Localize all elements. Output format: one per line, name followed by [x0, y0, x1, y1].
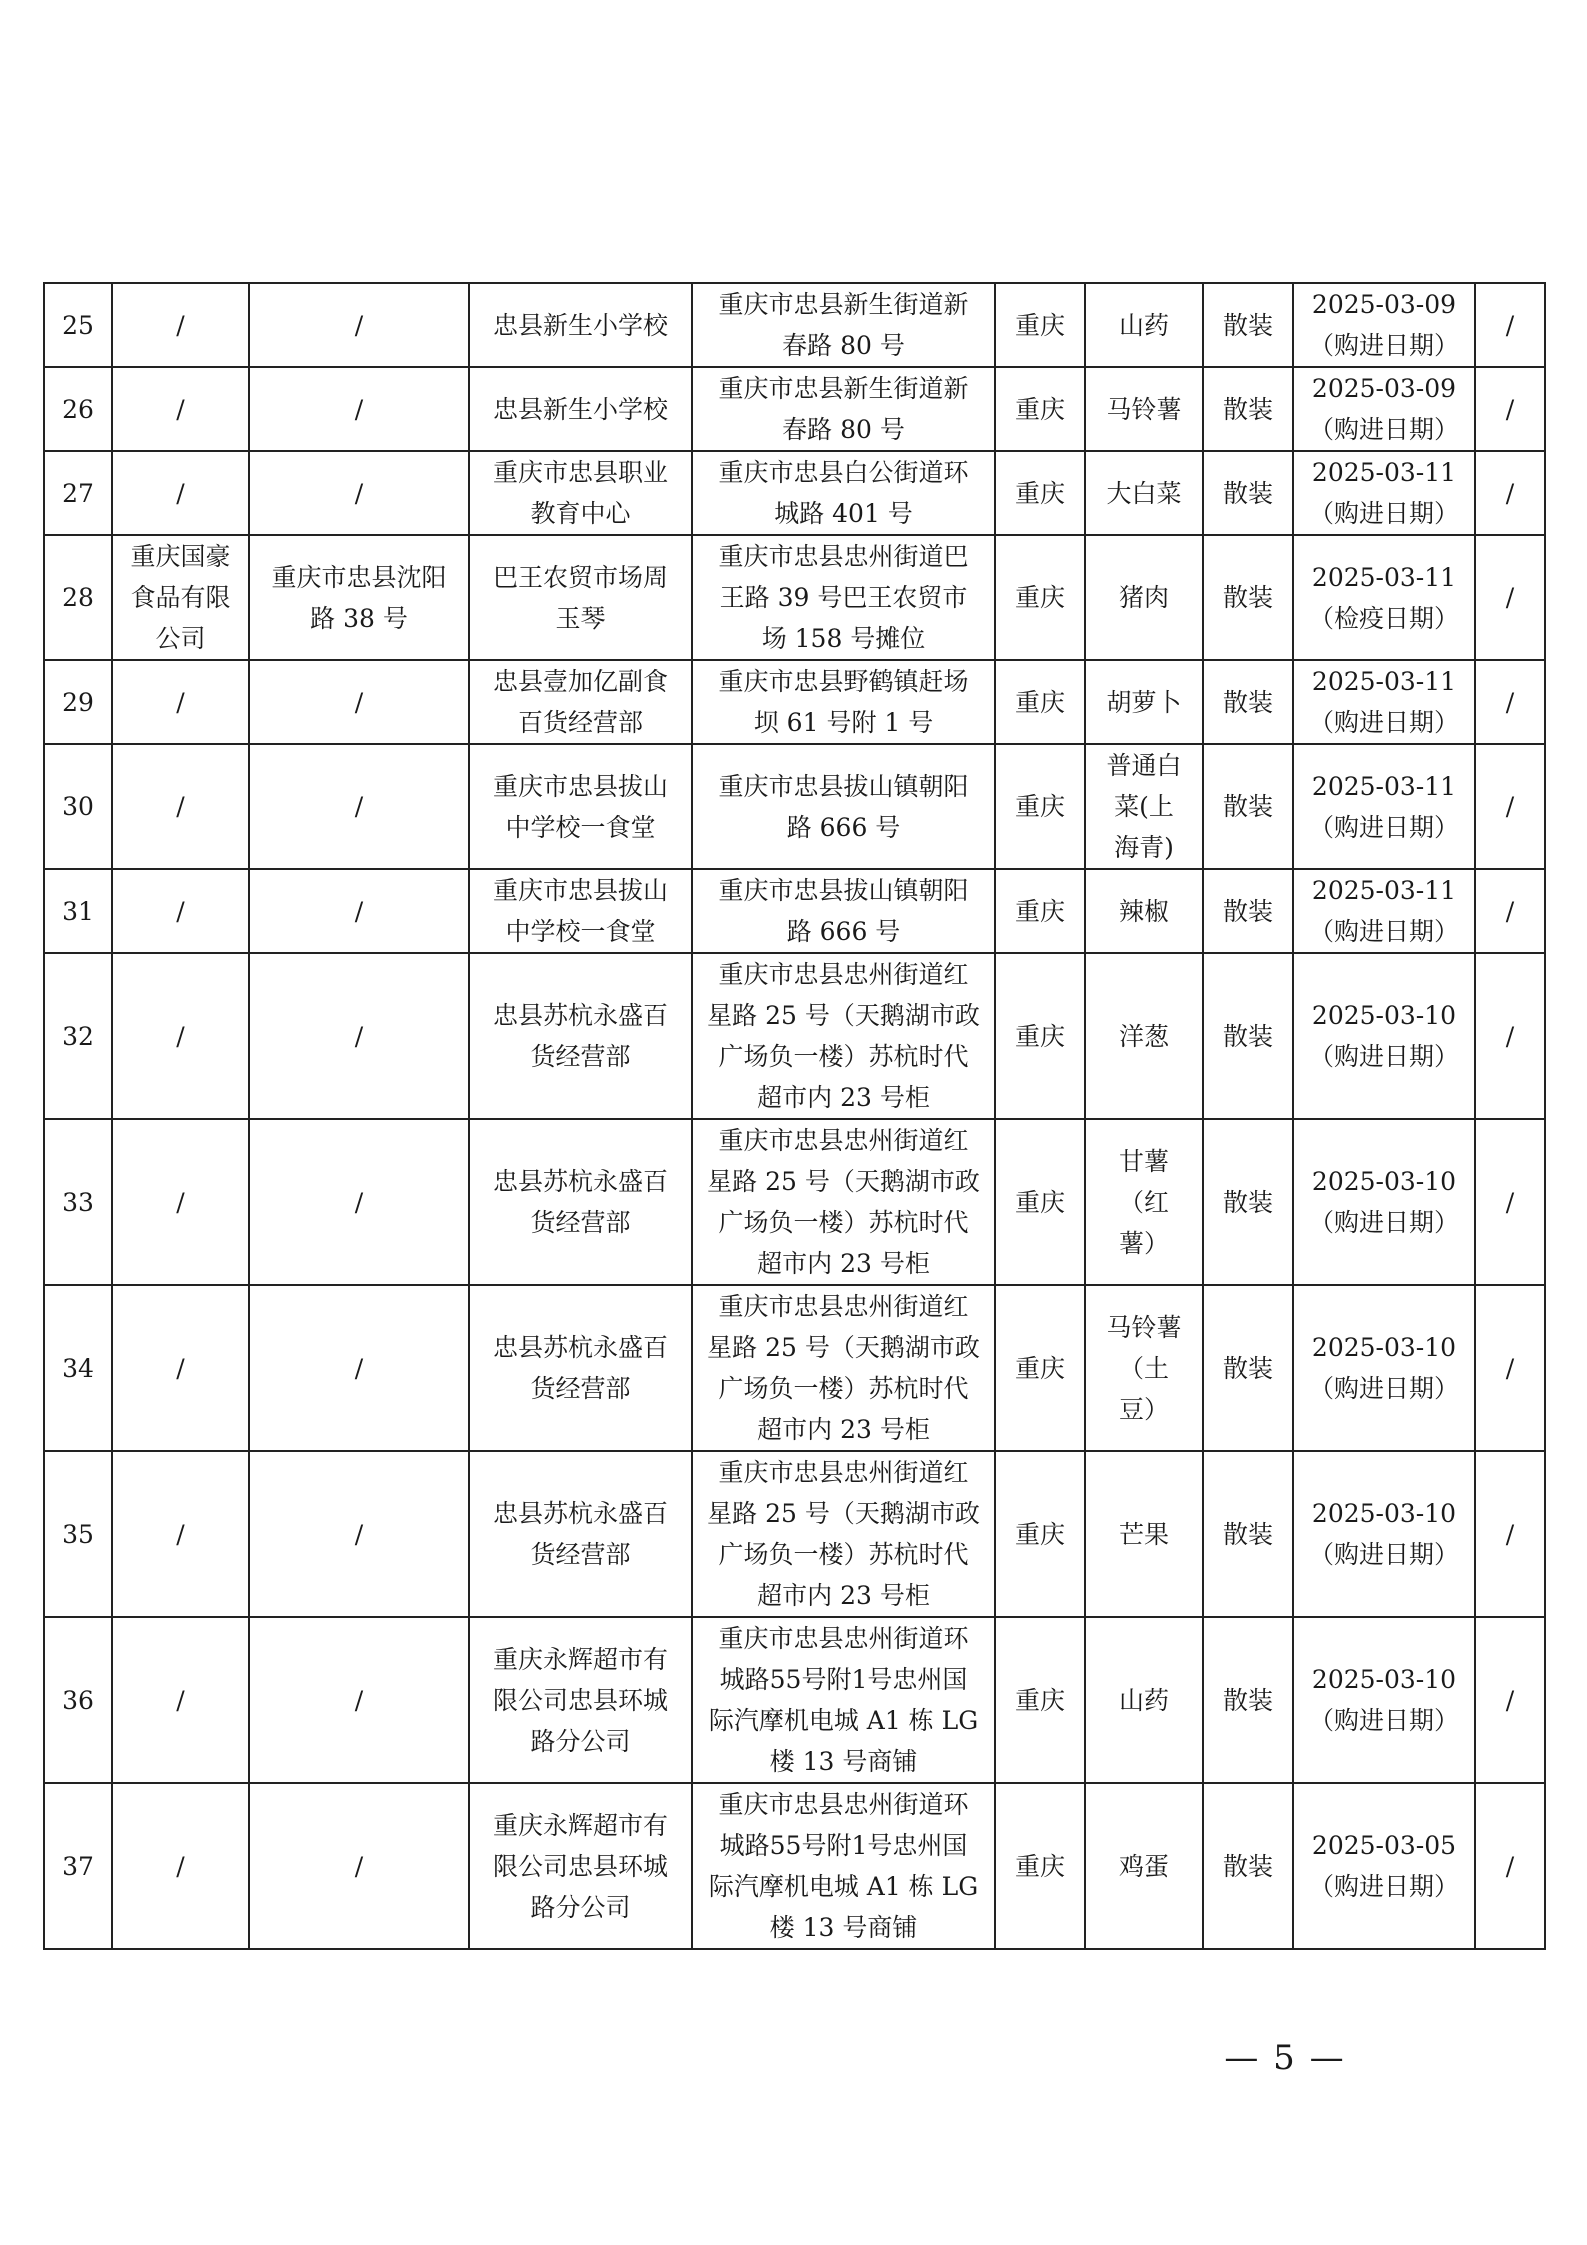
cell-seller-name: 忠县苏杭永盛百 货经营部 [469, 1119, 692, 1285]
cell-producer-address: / [249, 1451, 469, 1617]
cell-seller-address: 重庆市忠县野鹤镇赶场 坝 61 号附 1 号 [692, 660, 995, 744]
cell-seller-name: 重庆市忠县拔山 中学校一食堂 [469, 744, 692, 869]
cell-seller-address: 重庆市忠县忠州街道环 城路55号附1号忠州国 际汽摩机电城 A1 栋 LG 楼 13 号商铺 [692, 1783, 995, 1949]
cell-row-number: 31 [44, 869, 112, 953]
cell-origin: 重庆 [995, 283, 1085, 367]
table-row [44, 451, 1545, 535]
cell-origin: 重庆 [995, 1617, 1085, 1783]
cell-producer-address: / [249, 451, 469, 535]
table-row [44, 1783, 1545, 1949]
cell-origin: 重庆 [995, 660, 1085, 744]
cell-producer-name: / [112, 869, 249, 953]
cell-origin: 重庆 [995, 367, 1085, 451]
cell-date: 2025-03-10 （购进日期） [1293, 1617, 1475, 1783]
table-row [44, 283, 1545, 367]
cell-producer-name: / [112, 1783, 249, 1949]
cell-remark: / [1475, 1617, 1545, 1783]
cell-date: 2025-03-11 （购进日期） [1293, 744, 1475, 869]
cell-producer-name: / [112, 451, 249, 535]
cell-remark: / [1475, 953, 1545, 1119]
cell-seller-address: 重庆市忠县忠州街道红 星路 25 号（天鹅湖市政 广场负一楼）苏杭时代 超市内 23 号柜 [692, 1451, 995, 1617]
cell-row-number: 27 [44, 451, 112, 535]
cell-date: 2025-03-10 （购进日期） [1293, 1119, 1475, 1285]
table-row [44, 1451, 1545, 1617]
cell-remark: / [1475, 1451, 1545, 1617]
sampling-results-table [43, 282, 1546, 1950]
table-row [44, 1285, 1545, 1451]
cell-origin: 重庆 [995, 953, 1085, 1119]
table-body [44, 283, 1545, 1949]
cell-remark: / [1475, 283, 1545, 367]
cell-seller-name: 重庆市忠县拔山 中学校一食堂 [469, 869, 692, 953]
cell-seller-address: 重庆市忠县新生街道新 春路 80 号 [692, 283, 995, 367]
cell-seller-address: 重庆市忠县忠州街道巴 王路 39 号巴王农贸市 场 158 号摊位 [692, 535, 995, 660]
cell-remark: / [1475, 535, 1545, 660]
cell-origin: 重庆 [995, 1451, 1085, 1617]
cell-producer-address: / [249, 953, 469, 1119]
cell-specification: 散装 [1203, 660, 1293, 744]
cell-producer-address: / [249, 869, 469, 953]
cell-producer-address: / [249, 1617, 469, 1783]
cell-producer-name: / [112, 953, 249, 1119]
cell-food-name: 猪肉 [1085, 535, 1203, 660]
cell-producer-address: / [249, 1119, 469, 1285]
cell-seller-name: 忠县苏杭永盛百 货经营部 [469, 953, 692, 1119]
cell-remark: / [1475, 1119, 1545, 1285]
cell-seller-address: 重庆市忠县忠州街道红 星路 25 号（天鹅湖市政 广场负一楼）苏杭时代 超市内 23 号柜 [692, 953, 995, 1119]
cell-producer-name: / [112, 283, 249, 367]
cell-seller-address: 重庆市忠县拔山镇朝阳 路 666 号 [692, 744, 995, 869]
table-row [44, 535, 1545, 660]
cell-seller-address: 重庆市忠县白公街道环 城路 401 号 [692, 451, 995, 535]
cell-seller-name: 重庆永辉超市有 限公司忠县环城 路分公司 [469, 1783, 692, 1949]
cell-row-number: 35 [44, 1451, 112, 1617]
cell-specification: 散装 [1203, 869, 1293, 953]
cell-food-name: 山药 [1085, 283, 1203, 367]
cell-producer-name: / [112, 1617, 249, 1783]
cell-remark: / [1475, 869, 1545, 953]
cell-row-number: 33 [44, 1119, 112, 1285]
cell-origin: 重庆 [995, 1119, 1085, 1285]
cell-seller-name: 忠县新生小学校 [469, 367, 692, 451]
cell-date: 2025-03-09 （购进日期） [1293, 367, 1475, 451]
cell-row-number: 36 [44, 1617, 112, 1783]
cell-seller-address: 重庆市忠县忠州街道红 星路 25 号（天鹅湖市政 广场负一楼）苏杭时代 超市内 23 号柜 [692, 1285, 995, 1451]
cell-specification: 散装 [1203, 1617, 1293, 1783]
cell-specification: 散装 [1203, 367, 1293, 451]
cell-row-number: 37 [44, 1783, 112, 1949]
cell-remark: / [1475, 660, 1545, 744]
cell-producer-address: / [249, 660, 469, 744]
cell-origin: 重庆 [995, 1285, 1085, 1451]
cell-producer-address: / [249, 283, 469, 367]
cell-food-name: 辣椒 [1085, 869, 1203, 953]
cell-date: 2025-03-11 （检疫日期） [1293, 535, 1475, 660]
cell-seller-name: 重庆永辉超市有 限公司忠县环城 路分公司 [469, 1617, 692, 1783]
cell-specification: 散装 [1203, 451, 1293, 535]
cell-origin: 重庆 [995, 535, 1085, 660]
cell-food-name: 大白菜 [1085, 451, 1203, 535]
cell-producer-name: / [112, 1451, 249, 1617]
cell-origin: 重庆 [995, 744, 1085, 869]
page-number: — 5 — [1224, 2038, 1346, 2078]
cell-seller-address: 重庆市忠县拔山镇朝阳 路 666 号 [692, 869, 995, 953]
cell-food-name: 芒果 [1085, 1451, 1203, 1617]
cell-seller-address: 重庆市忠县忠州街道红 星路 25 号（天鹅湖市政 广场负一楼）苏杭时代 超市内 23 号柜 [692, 1119, 995, 1285]
cell-seller-address: 重庆市忠县新生街道新 春路 80 号 [692, 367, 995, 451]
cell-specification: 散装 [1203, 283, 1293, 367]
cell-producer-address: / [249, 744, 469, 869]
cell-row-number: 29 [44, 660, 112, 744]
table-row [44, 660, 1545, 744]
table-row [44, 367, 1545, 451]
cell-seller-name: 忠县壹加亿副食 百货经营部 [469, 660, 692, 744]
table-row [44, 1617, 1545, 1783]
cell-date: 2025-03-10 （购进日期） [1293, 1285, 1475, 1451]
cell-producer-name: 重庆国豪 食品有限 公司 [112, 535, 249, 660]
cell-food-name: 马铃薯 （土 豆） [1085, 1285, 1203, 1451]
cell-specification: 散装 [1203, 1451, 1293, 1617]
cell-specification: 散装 [1203, 1285, 1293, 1451]
cell-specification: 散装 [1203, 1119, 1293, 1285]
cell-date: 2025-03-11 （购进日期） [1293, 660, 1475, 744]
cell-remark: / [1475, 367, 1545, 451]
cell-food-name: 洋葱 [1085, 953, 1203, 1119]
cell-producer-address: 重庆市忠县沈阳 路 38 号 [249, 535, 469, 660]
cell-row-number: 25 [44, 283, 112, 367]
cell-food-name: 鸡蛋 [1085, 1783, 1203, 1949]
cell-producer-name: / [112, 744, 249, 869]
cell-producer-name: / [112, 367, 249, 451]
cell-seller-address: 重庆市忠县忠州街道环 城路55号附1号忠州国 际汽摩机电城 A1 栋 LG 楼 13 号商铺 [692, 1617, 995, 1783]
cell-food-name: 山药 [1085, 1617, 1203, 1783]
cell-seller-name: 巴王农贸市场周 玉琴 [469, 535, 692, 660]
cell-origin: 重庆 [995, 1783, 1085, 1949]
cell-date: 2025-03-11 （购进日期） [1293, 451, 1475, 535]
cell-remark: / [1475, 744, 1545, 869]
cell-row-number: 32 [44, 953, 112, 1119]
cell-origin: 重庆 [995, 869, 1085, 953]
cell-seller-name: 忠县苏杭永盛百 货经营部 [469, 1451, 692, 1617]
cell-origin: 重庆 [995, 451, 1085, 535]
cell-specification: 散装 [1203, 953, 1293, 1119]
cell-food-name: 普通白 菜(上 海青) [1085, 744, 1203, 869]
cell-row-number: 26 [44, 367, 112, 451]
cell-producer-name: / [112, 1119, 249, 1285]
table-row [44, 953, 1545, 1119]
cell-remark: / [1475, 451, 1545, 535]
table-row [44, 744, 1545, 869]
cell-producer-address: / [249, 1285, 469, 1451]
cell-row-number: 30 [44, 744, 112, 869]
cell-date: 2025-03-10 （购进日期） [1293, 1451, 1475, 1617]
cell-producer-address: / [249, 367, 469, 451]
cell-date: 2025-03-11 （购进日期） [1293, 869, 1475, 953]
cell-specification: 散装 [1203, 1783, 1293, 1949]
cell-date: 2025-03-09 （购进日期） [1293, 283, 1475, 367]
cell-food-name: 马铃薯 [1085, 367, 1203, 451]
cell-seller-name: 重庆市忠县职业 教育中心 [469, 451, 692, 535]
cell-seller-name: 忠县新生小学校 [469, 283, 692, 367]
cell-food-name: 胡萝卜 [1085, 660, 1203, 744]
table-row [44, 869, 1545, 953]
cell-producer-name: / [112, 1285, 249, 1451]
cell-remark: / [1475, 1285, 1545, 1451]
cell-row-number: 28 [44, 535, 112, 660]
table-row [44, 1119, 1545, 1285]
cell-specification: 散装 [1203, 535, 1293, 660]
cell-date: 2025-03-05 （购进日期） [1293, 1783, 1475, 1949]
cell-row-number: 34 [44, 1285, 112, 1451]
cell-date: 2025-03-10 （购进日期） [1293, 953, 1475, 1119]
cell-remark: / [1475, 1783, 1545, 1949]
cell-food-name: 甘薯 （红 薯） [1085, 1119, 1203, 1285]
cell-specification: 散装 [1203, 744, 1293, 869]
cell-producer-address: / [249, 1783, 469, 1949]
cell-seller-name: 忠县苏杭永盛百 货经营部 [469, 1285, 692, 1451]
cell-producer-name: / [112, 660, 249, 744]
